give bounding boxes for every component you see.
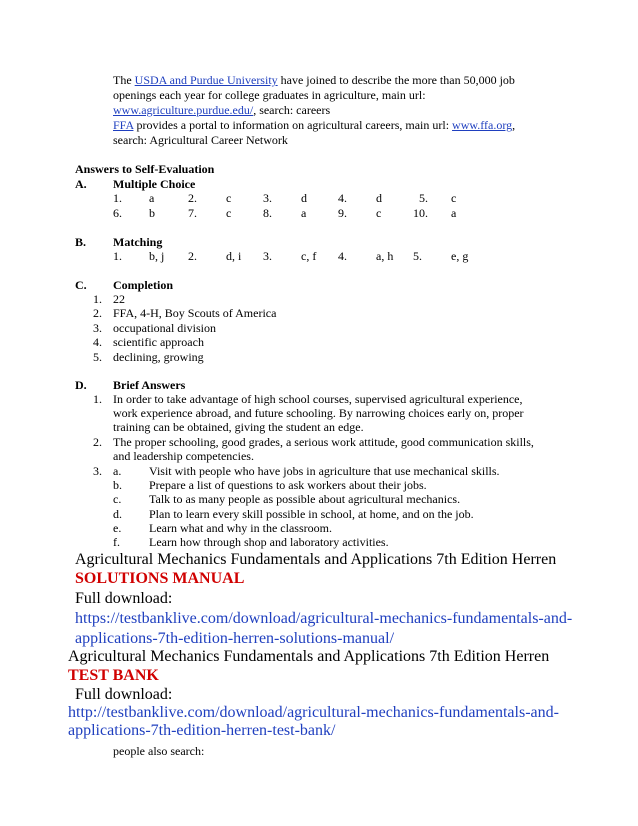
mc-answer: a [301, 206, 307, 220]
ffa-org-link[interactable]: www.ffa.org [452, 118, 513, 132]
section-d-title: Brief Answers [113, 378, 186, 392]
full-download-label-2: Full download: [75, 686, 173, 703]
match-answer: d, i [226, 249, 242, 263]
match-num: 1. [113, 249, 122, 263]
intro-text: , search: careers [253, 103, 331, 117]
brief-line: work experience abroad, and future schooling. By narrowing choices early on, proper [113, 406, 524, 420]
mc-answer: c [451, 191, 457, 205]
brief-line: training can be obtained, giving the student an edge. [113, 420, 364, 434]
intro-line-5: search: Agricultural Career Network [113, 133, 288, 147]
completion-text: FFA, 4-H, Boy Scouts of America [113, 306, 277, 320]
completion-text: declining, growing [113, 350, 204, 364]
solutions-manual-url-1[interactable]: https://testbanklive.com/download/agricultural-mechanics-fundamentals-and- [75, 610, 573, 627]
section-a-title: Multiple Choice [113, 177, 196, 191]
sub-text: Learn what and why in the classroom. [149, 521, 332, 535]
sub-letter: e. [113, 521, 122, 535]
intro-line-2: openings each year for college graduates in agriculture, main url: [113, 88, 426, 102]
usda-purdue-link[interactable]: USDA and Purdue University [134, 73, 278, 87]
agriculture-purdue-link[interactable]: www.agriculture.purdue.edu/ [113, 103, 254, 117]
sub-letter: d. [113, 507, 122, 521]
section-b-letter: B. [75, 235, 87, 249]
sub-text: Visit with people who have jobs in agriculture that use mechanical skills. [149, 464, 500, 478]
match-answer: e, g [451, 249, 469, 263]
answers-heading: Answers to Self-Evaluation [75, 162, 215, 176]
intro-line-1 [113, 73, 515, 87]
completion-num: 1. [93, 292, 102, 306]
intro-text: The [113, 73, 135, 87]
sub-text: Prepare a list of questions to ask workers about their jobs. [149, 478, 427, 492]
completion-num: 3. [93, 321, 102, 335]
mc-num: 6. [113, 206, 122, 220]
sub-text: Talk to as many people as possible about agricultural mechanics. [149, 492, 461, 506]
section-a-letter: A. [75, 177, 87, 191]
match-num: 3. [263, 249, 272, 263]
mc-answer: c [226, 191, 232, 205]
test-bank-label: TEST BANK [68, 667, 159, 684]
sub-text: Plan to learn every skill possible in school, at home, and on the job. [149, 507, 474, 521]
test-bank-url-2[interactable]: applications-7th-edition-herren-test-bank/ [68, 722, 336, 739]
match-num: 4. [338, 249, 347, 263]
match-answer: c, f [301, 249, 317, 263]
intro-text: , [512, 118, 516, 132]
mc-answer: d [301, 191, 307, 205]
match-num: 2. [188, 249, 197, 263]
mc-num: 4. [338, 191, 347, 205]
match-num: 5. [413, 249, 422, 263]
completion-text: 22 [113, 292, 125, 306]
full-download-label-1: Full download: [75, 590, 173, 607]
mc-answer: a [451, 206, 457, 220]
sub-letter: f. [113, 535, 120, 549]
brief-num: 2. [93, 435, 102, 449]
mc-num: 10. [413, 206, 428, 220]
section-d-letter: D. [75, 378, 87, 392]
match-answer: b, j [149, 249, 165, 263]
section-b-title: Matching [113, 235, 163, 249]
sub-letter: c. [113, 492, 122, 506]
brief-num: 3. [93, 464, 102, 478]
sub-letter: b. [113, 478, 122, 492]
intro-line-4 [113, 118, 515, 132]
mc-num: 1. [113, 191, 122, 205]
promo-title-2: Agricultural Mechanics Fundamentals and Applications 7th Edition Herren [68, 648, 550, 665]
mc-num: 7. [188, 206, 197, 220]
sub-text: Learn how through shop and laboratory activities. [149, 535, 389, 549]
sub-letter: a. [113, 464, 122, 478]
test-bank-url-1[interactable]: http://testbanklive.com/download/agricultural-mechanics-fundamentals-and- [68, 704, 559, 721]
ffa-link[interactable]: FFA [113, 118, 134, 132]
section-c-title: Completion [113, 278, 173, 292]
solutions-manual-label: SOLUTIONS MANUAL [75, 570, 245, 587]
intro-text: provides a portal to information on agricultural careers, main url: [133, 118, 453, 132]
mc-num: 2. [188, 191, 197, 205]
match-answer: a, h [376, 249, 394, 263]
intro-line-3 [113, 103, 330, 117]
mc-answer: b [149, 206, 155, 220]
mc-answer: c [376, 206, 382, 220]
mc-num: 3. [263, 191, 272, 205]
mc-answer: a [149, 191, 155, 205]
completion-num: 5. [93, 350, 102, 364]
mc-num: 8. [263, 206, 272, 220]
completion-text: occupational division [113, 321, 216, 335]
completion-num: 4. [93, 335, 102, 349]
completion-num: 2. [93, 306, 102, 320]
people-also-search: people also search: [113, 744, 205, 758]
brief-line: The proper schooling, good grades, a serious work attitude, good communication skills, [113, 435, 534, 449]
completion-text: scientific approach [113, 335, 204, 349]
mc-num: 5. [419, 191, 428, 205]
section-c-letter: C. [75, 278, 87, 292]
solutions-manual-url-2[interactable]: applications-7th-edition-herren-solutions-manual/ [75, 630, 395, 647]
mc-num: 9. [338, 206, 347, 220]
mc-answer: d [376, 191, 382, 205]
mc-answer: c [226, 206, 232, 220]
brief-num: 1. [93, 392, 102, 406]
brief-line: and leadership competencies. [113, 449, 254, 463]
intro-text: have joined to describe the more than 50,000 job [277, 73, 515, 87]
promo-title-1: Agricultural Mechanics Fundamentals and Applications 7th Edition Herren [75, 551, 557, 568]
brief-line: In order to take advantage of high school courses, supervised agricultural experience, [113, 392, 523, 406]
